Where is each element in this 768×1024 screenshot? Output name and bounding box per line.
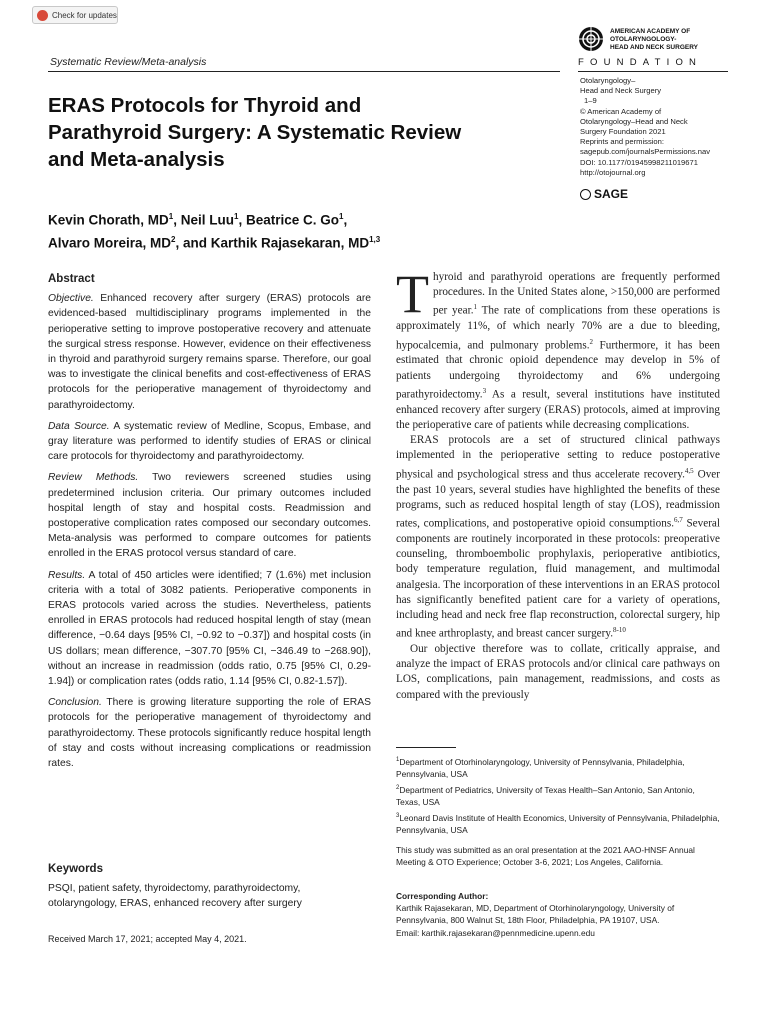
journal-meta: Otolaryngology– Head and Neck Surgery 1–9 © American Academy of Otolaryngology–Head and Neck Surgery Foundation 2021 Reprints and permission: sagepub.com/journalsPermissions.nav DOI: 10.1177/01945998211019671 http://otojournal.org	[580, 76, 740, 178]
affiliation-3: $^3$Leonard Davis Institute of Health Economics, University of Pennsylvania, Philadelphia, Pennsylvania, USA	[396, 813, 720, 836]
keywords	[48, 862, 371, 912]
body-paragraph-3: Our objective therefore was to collate, critically appraise, and analyze the impact of ERAS protocols and/or clinical care pathways on LOS, complications, pain management, readmissions, and costs as compared with the previously	[396, 643, 720, 701]
corresponding-author: Corresponding Author: Karthik Rajasekaran, MD, Department of Otorhinolaryngology, University of Pennsylvania, 800 Walnut St, 18th Floor, Philadelphia, PA 19107, USA. Email: karthik.rajasekaran@pennmedicine.upenn.edu	[396, 890, 720, 939]
journal-url[interactable]: http://otojournal.org	[580, 167, 646, 177]
badge-label: Check for updates	[52, 10, 117, 20]
footnote-rule	[396, 747, 456, 748]
logo-text: AMERICAN ACADEMY OF OTOLARYNGOLOGY- HEAD AND NECK SURGERY	[610, 28, 698, 51]
permissions-link[interactable]: sagepub.com/journalsPermissions.nav	[580, 147, 711, 157]
affiliation-1: $^1$Department of Otorhinolaryngology, University of Pennsylvania, Philadelphia, Pennsylvania, USA	[396, 756, 685, 779]
logo-foundation-word: FOUNDATION	[578, 57, 703, 68]
sage-logo: SAGE	[580, 187, 628, 201]
body-paragraph-1: Thyroid and parathyroid operations are frequently performed procedures. In the United States alone, >150,000 are performed per year.$^1$ The rate of complications from these operations is approximately 11%, of which nearly 70% are a due to bleeding, hypocalcemia, and pulmonary problems.$^2$ Furthermore, it has been estimated that chronic opioid dependence may develop in 5% of patients undergoing thyroidectomy and 6% undergoing parathyroidectomy.$^3$ As a result, several institutions have instituted enhanced recovery after surgery (ERAS) protocols, aimed at improving the perioperative care of patients while decreasing complications.	[396, 264, 720, 432]
affiliation-2: $^2$Department of Pediatrics, University of Texas Health–San Antonio, San Antonio, Texas, USA	[396, 785, 695, 808]
abstract-methods: Review Methods. Two reviewers screened studies using predetermined inclusion criteria. Our primary outcomes included hospital length of stay and hospital costs. Readmission and postoperative complication rates composed our secondary outcomes. Meta-analysis was performed to compare outcomes for patients enrolled in the ERAS protocol versus standard of care.	[48, 472, 371, 560]
author-email[interactable]: Email: karthik.rajasekaran@pennmedicine.upenn.edu	[396, 927, 595, 938]
check-for-updates-badge[interactable]	[32, 6, 118, 24]
abstract-objective: Objective. Enhanced recovery after surgery (ERAS) protocols are evidenced-based multidisciplinary programs implemented in the perioperative setting to improve postoperative recovery and attenuate the surgical stress response. However, evidence on their effectiveness in thyroid and parathyroid surgery remains sparse. Therefore, our goal was to investigate the clinical benefits and cost-effectiveness of ERAS protocols for the perioperative management of thyroidectomy and parathyroidectomy.	[48, 293, 371, 411]
abstract-results: Results. A total of 450 articles were identified; 7 (1.6%) met inclusion criteria with a total of 3082 patients. Perioperative components in ERAS protocols varied across the studies. Nevertheless, patients enrolled in ERAS protocols had reduced hospital length of stay (mean difference, −0.64 days [95% CI, −0.92 to −0.37]) and hospital costs (in US dollars; mean difference, −307.70 [95% CI, −346.49 to −268.90]), without an increase in readmission (odds ratio, 0.75 [95% CI, 0.29-1.94]) or complication rates (odds ratio, 1.14 [95% CI, 0.82-1.57]).	[48, 569, 372, 688]
body-paragraph-2: ERAS protocols are a set of structured clinical pathways implemented in the perioperative setting to reduce postoperative physical and psychological stress and thus accelerate recovery.$^{4,5}$ Over the past 10 years, several studies have highlighted the benefits of these programs, such as reduced hospital length of stay (LOS), readmission rates, complications, and postoperative opioid consumptions.$^{6,7}$ Several components are routinely incorporated in these protocols: preoperative counseling, thromboembolic prophylaxis, perioperative antibiotics, body temperature regulation, fluid management, and multimodal analgesia. The incorporation of these interventions in an ERAS protocol has significantly benefited patient care for a variety of operations, including head and neck free flap reconstruction, colorectal surgery, hip and knee arthroplasty, and breast cancer surgery.$^{8-10}$	[396, 434, 721, 640]
doi[interactable]: DOI: 10.1177/01945998211019671	[580, 157, 698, 167]
abstract-data-source: Data Source. A systematic review of Medline, Scopus, Embase, and gray literature was performed to identify studies of ERAS or clinical care protocols for thyroidectomy and parathyroidectomy.	[48, 420, 371, 463]
section-label: Systematic Review/Meta-analysis	[50, 56, 207, 68]
aao-hns-foundation-logo	[578, 24, 728, 72]
drop-cap: T	[396, 264, 429, 324]
article-title: ERAS Protocols for Thyroid and Parathyroid Surgery: A Systematic Review and Meta-analysis	[48, 94, 462, 171]
keywords-heading: Keywords	[48, 863, 103, 875]
author-list: Kevin Chorath, $MD^1$, Neil Luu$^1$, Beatrice C. Go$^1$, Alvaro Moreira, $MD^2$, and Karthik Rajasekaran, MD$^{1,3}$	[48, 212, 381, 250]
check-updates-icon	[37, 10, 48, 21]
header-rule-left	[48, 71, 560, 72]
foundation-emblem-icon	[578, 26, 604, 52]
keywords-text: PSQI, patient safety, thyroidectomy, parathyroidectomy, otolaryngology, ERAS, enhanced recovery after surgery	[48, 883, 302, 910]
sage-icon	[580, 189, 591, 200]
received-date: Received March 17, 2021; accepted May 4, 2021.	[48, 934, 247, 944]
body-text	[396, 264, 721, 703]
abstract-conclusion: Conclusion. There is growing literature supporting the role of ERAS protocols for the perioperative management of thyroidectomy and parathyroidectomy. These protocols significantly reduce hospital length of stay and costs without increasing complications or readmission rates.	[48, 697, 371, 770]
abstract-heading: Abstract	[48, 273, 95, 285]
presentation-note: This study was submitted as an oral presentation at the 2021 AAO-HNSF Annual Meeting & OTO Experience; October 3-6, 2021; Los Angeles, California.	[396, 845, 695, 868]
abstract	[48, 272, 371, 777]
affiliations	[396, 754, 720, 839]
